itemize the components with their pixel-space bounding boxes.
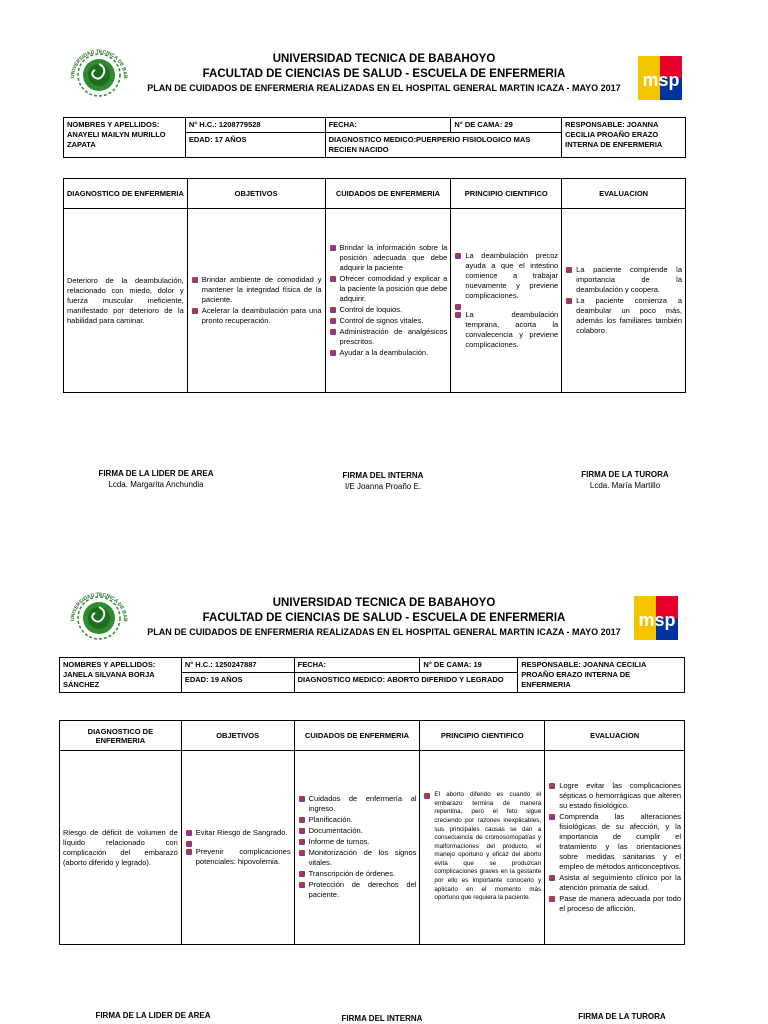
care-item: Ofrecer comodidad y explicar a la paciente la posición que debe adquirir. <box>329 274 448 304</box>
nursing-diagnosis: Riesgo de déficit de volumen de líquido relacionado con complicación del embarazo (aborto diferido y legrado). <box>60 751 182 945</box>
medical-diagnosis: DIAGNOSTICO MEDICO:PUERPERIO FISIOLOGICO MAS RECIEN NACIDO <box>325 133 562 158</box>
fecha: FECHA: <box>325 118 451 133</box>
university-title: UNIVERSIDAD TECNICA DE BABAHOYO <box>272 53 496 65</box>
bed-number: N° DE CAMA: 29 <box>451 118 562 133</box>
patient-info-table <box>59 657 685 693</box>
hc-number: N° H.C.: 1250247887 <box>181 658 294 673</box>
care-item: Protección de derechos del paciente. <box>298 880 417 900</box>
faculty-title: FACULTAD DE CIENCIAS DE SALUD - ESCUELA DE ENFERMERIA <box>202 612 566 624</box>
msp-logo <box>632 594 682 647</box>
patient-age: EDAD: 17 AÑOS <box>185 133 325 158</box>
evaluation-item: Logre evitar las complicaciones sépticas o hemorrágicas que alteren su estado fisiológico. <box>548 781 681 811</box>
evaluation-item: Comprenda las alteraciones fisiológicas de su afección, y la importancia de cumplir el tratamiento y las orientaciones sobre medidas sanitarias y el empleo de métodos anticonceptivos. <box>548 812 681 872</box>
signature-tutora: FIRMA DE LA TURORA Lcda. María Martillo <box>581 470 669 490</box>
care-item: Monitorización de los signos vitales. <box>298 848 417 868</box>
col-header-evaluacion: EVALUACION <box>562 179 686 209</box>
principle-cell <box>451 209 562 393</box>
signature-lider: FIRMA DE LA LIDER DE AREA Lcda. Margarita Anchundia <box>98 469 214 489</box>
care-plan-table <box>59 720 685 945</box>
col-header-principio: PRINCIPIO CIENTIFICO <box>451 179 562 209</box>
university-logo <box>66 587 132 654</box>
objectives-cell <box>187 209 325 393</box>
patient-names-cell: NOMBRES Y APELLIDOS: JANELA SILVANA BORJA SÁNCHEZ <box>60 658 182 693</box>
university-logo <box>66 44 132 111</box>
svg-text:msp: msp <box>642 70 680 90</box>
care-item: Cuidados de enfermería al ingreso. <box>298 794 417 814</box>
care-item: Documentación. <box>298 826 417 836</box>
signature-tutora: FIRMA DE LA TURORA <box>578 1012 666 1021</box>
plan-title: PLAN DE CUIDADOS DE ENFERMERIA REALIZADAS EN EL HOSPITAL GENERAL MARTIN ICAZA - MAYO 2017 <box>147 83 621 93</box>
care-item: Planificación. <box>298 815 417 825</box>
col-header-evaluacion: EVALUACION <box>545 721 685 751</box>
evaluation-item: Asista al seguimiento clínico por la atención primaria de salud. <box>548 873 681 893</box>
signature-lider: FIRMA DE LA LIDER DE AREA <box>95 1011 211 1020</box>
fecha: FECHA: <box>294 658 420 673</box>
principle-item: La deambulación temprana, acorta la convalecencia y previene complicaciones. <box>454 310 558 350</box>
evaluation-cell <box>562 209 686 393</box>
evaluation-item: La paciente comprende la importancia de la deambulación y coopera. <box>565 265 682 295</box>
svg-text:msp: msp <box>638 610 676 630</box>
responsable: RESPONSABLE: JOANNA CECILIA PROAÑO ERAZO INTERNA DE ENFERMERIA <box>562 118 686 158</box>
objective-item: Evitar Riesgo de Sangrado. <box>185 828 291 838</box>
care-item: Administración de analgésicos prescritos. <box>329 327 448 347</box>
hc-number: N° H.C.: 1208779528 <box>185 118 325 133</box>
objective-item: Brindar ambiente de comodidad y mantener la integridad física de la paciente. <box>191 275 322 305</box>
university-title: UNIVERSIDAD TECNICA DE BABAHOYO <box>272 597 496 609</box>
svg-text:UNIVERSIDAD TECNICA DE BABAHOY: UNIVERSIDAD TECNICA DE BAB <box>69 591 129 622</box>
faculty-title: FACULTAD DE CIENCIAS DE SALUD - ESCUELA DE ENFERMERIA <box>202 68 566 80</box>
principle-item: El aborto diferido es cuando el embarazo termina de manera repentina, pero el feto sigue creciendo por razones inexplicables, sus principales causas se dan a consecuencia de cromosomopatías y malformaciones del producto, el manejo oportuno y eficaz del aborto evita que se produzcan complicaciones graves en la gestante por ello es importante conocerlo y aplicarlo en el momento más oportuno que requiera la paciente. <box>423 791 541 903</box>
care-item: Control de signos vitales. <box>329 316 448 326</box>
col-header-principio: PRINCIPIO CIENTIFICO <box>420 721 545 751</box>
care-cell <box>325 209 451 393</box>
col-header-diagnostico: DIAGNOSTICO DE ENFERMERIA <box>60 721 182 751</box>
nursing-diagnosis: Deterioro de la deambulación, relacionado con miedo, dolor y fuerza muscular ineficiente, manifestado por deterioro de la habilidad para caminar. <box>64 209 188 393</box>
care-item: Control de loquios. <box>329 305 448 315</box>
evaluation-cell <box>545 751 685 945</box>
patient-name: JANELA SILVANA BORJA SÁNCHEZ <box>63 670 155 689</box>
objective-item: Prevenir complicaciones potenciales: hipovolemia. <box>185 847 291 867</box>
evaluation-item: Pase de manera adecuada por todo el proceso de aflicción. <box>548 894 681 914</box>
care-item: Transcripción de órdenes. <box>298 869 417 879</box>
responsable: RESPONSABLE: JOANNA CECILIA PROAÑO ERAZO INTERNA DE ENFERMERIA <box>518 658 685 693</box>
patient-info-table <box>63 117 686 158</box>
bed-number: N° DE CAMA: 19 <box>420 658 518 673</box>
patient-age: EDAD: 19 AÑOS <box>181 673 294 693</box>
objectives-cell <box>181 751 294 945</box>
care-item: Informe de turnos. <box>298 837 417 847</box>
patient-name: ANAYELI MAILYN MURILLO ZAPATA <box>67 130 166 149</box>
col-header-diagnostico: DIAGNOSTICO DE ENFERMERIA <box>64 179 188 209</box>
col-header-cuidados: CUIDADOS DE ENFERMERIA <box>294 721 420 751</box>
signature-interna: FIRMA DEL INTERNA <box>341 1014 423 1023</box>
care-cell <box>294 751 420 945</box>
patient-names-cell: NOMBRES Y APELLIDOS: ANAYELI MAILYN MURILLO ZAPATA <box>64 118 186 158</box>
care-item: Brindar la información sobre la posición adecuada que debe adquirir la paciente <box>329 243 448 273</box>
col-header-objetivos: OBJETIVOS <box>187 179 325 209</box>
medical-diagnosis: DIAGNOSTICO MEDICO: ABORTO DIFERIDO Y LEGRADO <box>294 673 518 693</box>
col-header-cuidados: CUIDADOS DE ENFERMERIA <box>325 179 451 209</box>
objective-item: Acelerar la deambulación para una pronto recuperación. <box>191 306 322 326</box>
care-item: Ayudar a la deambulación. <box>329 348 448 358</box>
care-plan-table <box>63 178 686 393</box>
svg-text:UNIVERSIDAD TECNICA DE BABAHOY: UNIVERSIDAD TECNICA DE BAB <box>69 48 129 79</box>
plan-title: PLAN DE CUIDADOS DE ENFERMERIA REALIZADAS EN EL HOSPITAL GENERAL MARTIN ICAZA - MAYO 2017 <box>147 627 621 637</box>
signature-interna: FIRMA DEL INTERNA I/E Joanna Proaño E. <box>342 471 424 491</box>
msp-logo <box>636 54 686 107</box>
evaluation-item: La paciente comienza a deambular un poco más, además los familiares también colaboro. <box>565 296 682 336</box>
principle-cell <box>420 751 545 945</box>
principle-item: La deambulación precoz ayuda a que el intestino comience a trabajar nuevamente y previene complicaciones. <box>454 251 558 301</box>
col-header-objetivos: OBJETIVOS <box>181 721 294 751</box>
